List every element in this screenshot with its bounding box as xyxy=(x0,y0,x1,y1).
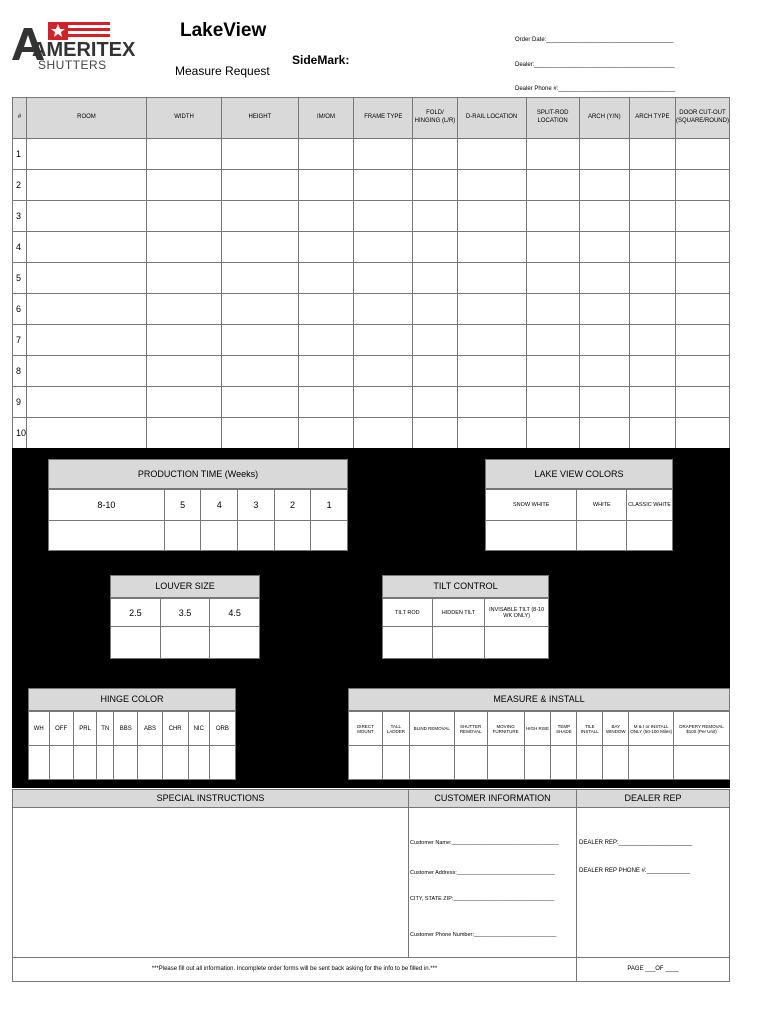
city-state-zip-field[interactable]: CITY, STATE ZIP:_________________________________ xyxy=(410,896,555,902)
row-number: 2 xyxy=(13,170,27,201)
tilt-input[interactable] xyxy=(432,627,485,659)
tilt-input[interactable] xyxy=(383,627,433,659)
table-row xyxy=(13,325,730,356)
table-cell[interactable] xyxy=(222,170,298,201)
measure-install-input[interactable] xyxy=(349,746,383,780)
table-cell[interactable] xyxy=(413,356,457,387)
table-row xyxy=(13,294,730,325)
table-cell[interactable] xyxy=(354,356,413,387)
table-cell[interactable] xyxy=(298,263,354,294)
table-cell[interactable] xyxy=(298,294,354,325)
table-cell[interactable] xyxy=(222,294,298,325)
table-cell[interactable] xyxy=(413,263,457,294)
col-header-frame-type: FRAME TYPE xyxy=(354,98,413,139)
table-cell[interactable] xyxy=(222,232,298,263)
table-cell[interactable] xyxy=(675,139,729,170)
table-cell[interactable] xyxy=(222,263,298,294)
table-row xyxy=(13,387,730,418)
table-header-row xyxy=(13,98,730,139)
lakeview-colors-title: LAKE VIEW COLORS xyxy=(485,459,673,489)
table-cell[interactable] xyxy=(27,201,147,232)
row-number: 9 xyxy=(13,387,27,418)
table-cell[interactable] xyxy=(298,170,354,201)
measure-table xyxy=(12,97,730,449)
measure-install-option: TALL LADDER xyxy=(382,712,409,746)
table-cell[interactable] xyxy=(298,387,354,418)
col-header-height: HEIGHT xyxy=(222,98,298,139)
table-cell[interactable] xyxy=(298,356,354,387)
table-cell[interactable] xyxy=(298,325,354,356)
hinge-option: CHR xyxy=(162,712,188,746)
order-date-field[interactable]: Order Date:______________________________________ xyxy=(515,37,674,43)
hinge-option: PRL xyxy=(73,712,97,746)
table-cell[interactable] xyxy=(27,232,147,263)
table-cell[interactable] xyxy=(526,356,579,387)
customer-information-title: CUSTOMER INFORMATION xyxy=(408,789,577,808)
table-cell[interactable] xyxy=(354,201,413,232)
dealer-phone-field[interactable]: Dealer Phone #:___________________________________ xyxy=(515,86,676,92)
table-cell[interactable] xyxy=(27,418,147,449)
table-cell[interactable] xyxy=(354,325,413,356)
hinge-input[interactable] xyxy=(138,746,162,780)
table-cell[interactable] xyxy=(354,170,413,201)
table-cell[interactable] xyxy=(27,325,147,356)
tilt-option: TILT ROD xyxy=(383,599,433,627)
table-cell[interactable] xyxy=(413,201,457,232)
table-cell[interactable] xyxy=(298,418,354,449)
measure-install-input[interactable] xyxy=(524,746,551,780)
table-cell[interactable] xyxy=(526,201,579,232)
table-cell[interactable] xyxy=(675,201,729,232)
table-cell[interactable] xyxy=(579,356,629,387)
table-cell[interactable] xyxy=(27,139,147,170)
measure-install-title: MEASURE & INSTALL xyxy=(348,688,730,711)
hinge-option: NIC xyxy=(188,712,209,746)
page-number-field[interactable]: PAGE ___OF ____ xyxy=(576,957,730,982)
color-input[interactable] xyxy=(486,521,577,551)
table-cell[interactable] xyxy=(457,387,526,418)
page-title: LakeView xyxy=(180,20,267,41)
measure-install-input[interactable] xyxy=(577,746,603,780)
measure-install-input[interactable] xyxy=(629,746,674,780)
table-row xyxy=(13,263,730,294)
col-header-room: ROOM xyxy=(27,98,147,139)
production-option: 8-10 xyxy=(49,490,165,521)
color-option: CLASSIC WHITE xyxy=(627,490,673,521)
table-row xyxy=(13,232,730,263)
production-option: 3 xyxy=(238,490,275,521)
col-header-arch: ARCH (Y/N) xyxy=(579,98,629,139)
measure-install-option: BLIND REMOVAL xyxy=(409,712,454,746)
hinge-option: ABS xyxy=(138,712,162,746)
tilt-option: INVISABLE TILT (8-10 WK ONLY) xyxy=(485,599,549,627)
col-header-im-om: IM/OM xyxy=(298,98,354,139)
table-cell[interactable] xyxy=(457,201,526,232)
measure-install-input[interactable] xyxy=(551,746,577,780)
table-cell[interactable] xyxy=(675,325,729,356)
table-cell[interactable] xyxy=(222,201,298,232)
production-option: 2 xyxy=(274,490,311,521)
measure-install-option: BAY WINDOW xyxy=(603,712,629,746)
special-instructions-title: SPECIAL INSTRUCTIONS xyxy=(12,789,409,808)
table-cell[interactable] xyxy=(457,356,526,387)
table-cell[interactable] xyxy=(146,356,221,387)
col-header-width: WIDTH xyxy=(146,98,221,139)
measure-install-section xyxy=(348,688,730,780)
tilt-control-section xyxy=(382,575,549,659)
hinge-input[interactable] xyxy=(49,746,73,780)
louver-size-table xyxy=(110,598,260,659)
table-cell[interactable] xyxy=(675,356,729,387)
hinge-option: ORB xyxy=(209,712,235,746)
color-input[interactable] xyxy=(627,521,673,551)
table-cell[interactable] xyxy=(146,170,221,201)
production-option: 1 xyxy=(311,490,348,521)
lakeview-colors-table xyxy=(485,489,673,551)
col-header-number: # xyxy=(13,98,27,139)
hinge-input[interactable] xyxy=(29,746,50,780)
table-cell[interactable] xyxy=(354,387,413,418)
table-cell[interactable] xyxy=(222,139,298,170)
table-row xyxy=(13,170,730,201)
color-input[interactable] xyxy=(577,521,627,551)
louver-option: 2.5 xyxy=(111,599,161,627)
customer-address-field[interactable]: Customer Address:________________________________ xyxy=(410,870,555,876)
table-cell[interactable] xyxy=(413,232,457,263)
table-cell[interactable] xyxy=(526,418,579,449)
louver-option: 4.5 xyxy=(210,599,260,627)
dealer-rep-phone-field[interactable]: DEALER REP PHONE #:_____________ xyxy=(579,868,690,874)
measure-install-option: DRAPERY REMOVAL $100 (Per Unit) xyxy=(674,712,730,746)
table-cell[interactable] xyxy=(457,418,526,449)
table-cell[interactable] xyxy=(222,356,298,387)
table-cell[interactable] xyxy=(526,232,579,263)
measure-install-input[interactable] xyxy=(674,746,730,780)
table-cell[interactable] xyxy=(675,170,729,201)
measure-install-input[interactable] xyxy=(382,746,409,780)
table-cell[interactable] xyxy=(146,387,221,418)
table-cell[interactable] xyxy=(579,139,629,170)
measure-install-option: HIGH RISE xyxy=(524,712,551,746)
table-cell[interactable] xyxy=(146,325,221,356)
table-row xyxy=(13,139,730,170)
table-cell[interactable] xyxy=(629,263,675,294)
table-cell[interactable] xyxy=(629,356,675,387)
logo-line1: AMERITEX xyxy=(32,39,136,61)
table-cell[interactable] xyxy=(579,387,629,418)
table-cell[interactable] xyxy=(629,418,675,449)
production-time-section xyxy=(48,459,348,551)
row-number: 8 xyxy=(13,356,27,387)
table-cell[interactable] xyxy=(629,294,675,325)
table-cell[interactable] xyxy=(629,201,675,232)
production-time-table xyxy=(48,489,348,551)
table-cell[interactable] xyxy=(413,139,457,170)
louver-input[interactable] xyxy=(210,627,260,659)
col-header-fold-hinging: FOLD/ HINGING (L/R) xyxy=(413,98,457,139)
measure-install-table xyxy=(348,711,730,780)
col-header-split-rod: SPLIT-ROD LOCATION xyxy=(526,98,579,139)
table-cell[interactable] xyxy=(354,418,413,449)
louver-option: 3.5 xyxy=(160,599,210,627)
color-option: WHITE xyxy=(577,490,627,521)
hinge-color-title: HINGE COLOR xyxy=(28,688,236,711)
hinge-option: TN xyxy=(97,712,114,746)
table-cell[interactable] xyxy=(27,356,147,387)
dealer-rep-box xyxy=(576,807,730,958)
col-header-d-rail: D-RAIL LOCATION xyxy=(457,98,526,139)
table-cell[interactable] xyxy=(526,387,579,418)
production-input[interactable] xyxy=(164,521,201,551)
sidemark-label: SideMark: xyxy=(292,53,350,67)
table-cell[interactable] xyxy=(146,232,221,263)
table-cell[interactable] xyxy=(413,170,457,201)
table-cell[interactable] xyxy=(222,387,298,418)
table-cell[interactable] xyxy=(579,170,629,201)
louver-input[interactable] xyxy=(111,627,161,659)
table-cell[interactable] xyxy=(27,263,147,294)
production-option: 5 xyxy=(164,490,201,521)
table-row xyxy=(13,356,730,387)
measure-install-input[interactable] xyxy=(487,746,524,780)
color-option: SNOW WHITE xyxy=(486,490,577,521)
table-cell[interactable] xyxy=(457,263,526,294)
tilt-control-title: TILT CONTROL xyxy=(382,575,549,598)
dealer-rep-field[interactable]: DEALER REP:______________________ xyxy=(579,840,693,846)
measure-install-option: DIRECT MOUNT xyxy=(349,712,383,746)
measure-install-option: SHUTTER REMOVAL xyxy=(454,712,487,746)
hinge-input[interactable] xyxy=(188,746,209,780)
hinge-input[interactable] xyxy=(209,746,235,780)
production-input[interactable] xyxy=(238,521,275,551)
table-cell[interactable] xyxy=(526,170,579,201)
customer-name-field[interactable]: Customer Name:___________________________________ xyxy=(410,840,559,846)
table-cell[interactable] xyxy=(298,201,354,232)
tilt-control-table xyxy=(382,598,549,659)
table-cell[interactable] xyxy=(413,387,457,418)
hinge-option: OFF xyxy=(49,712,73,746)
production-option: 4 xyxy=(201,490,238,521)
col-header-arch-type: ARCH TYPE xyxy=(629,98,675,139)
table-cell[interactable] xyxy=(526,325,579,356)
ameritex-logo xyxy=(10,18,136,76)
table-cell[interactable] xyxy=(629,170,675,201)
table-cell[interactable] xyxy=(457,139,526,170)
table-cell[interactable] xyxy=(457,232,526,263)
table-cell[interactable] xyxy=(27,170,147,201)
production-input[interactable] xyxy=(274,521,311,551)
table-cell[interactable] xyxy=(27,387,147,418)
row-number: 3 xyxy=(13,201,27,232)
row-number: 1 xyxy=(13,139,27,170)
lakeview-colors-section xyxy=(485,459,673,551)
table-cell[interactable] xyxy=(675,387,729,418)
production-input[interactable] xyxy=(311,521,348,551)
table-cell[interactable] xyxy=(222,418,298,449)
table-cell[interactable] xyxy=(146,263,221,294)
customer-phone-field[interactable]: Customer Phone Number:___________________________ xyxy=(410,932,557,938)
table-cell[interactable] xyxy=(354,263,413,294)
table-cell[interactable] xyxy=(354,232,413,263)
table-cell[interactable] xyxy=(413,418,457,449)
measure-install-option: MOVING FURNITURE xyxy=(487,712,524,746)
table-cell[interactable] xyxy=(579,263,629,294)
table-row xyxy=(13,201,730,232)
hinge-color-table xyxy=(28,711,236,780)
table-cell[interactable] xyxy=(413,325,457,356)
special-instructions-box[interactable] xyxy=(12,807,409,958)
production-input[interactable] xyxy=(201,521,238,551)
footer-note: ***Please fill out all information. Incomplete order forms will be sent back asking for the info to be filled in.*** xyxy=(12,957,577,982)
row-number: 6 xyxy=(13,294,27,325)
table-cell[interactable] xyxy=(354,294,413,325)
louver-input[interactable] xyxy=(160,627,210,659)
table-cell[interactable] xyxy=(579,232,629,263)
table-row xyxy=(13,418,730,449)
table-cell[interactable] xyxy=(526,294,579,325)
table-cell[interactable] xyxy=(457,325,526,356)
table-cell[interactable] xyxy=(675,418,729,449)
row-number: 7 xyxy=(13,325,27,356)
measure-install-input[interactable] xyxy=(409,746,454,780)
dealer-rep-title: DEALER REP xyxy=(576,789,730,808)
table-cell[interactable] xyxy=(526,263,579,294)
hinge-color-section xyxy=(28,688,236,780)
table-cell[interactable] xyxy=(298,139,354,170)
table-cell[interactable] xyxy=(354,139,413,170)
row-number: 4 xyxy=(13,232,27,263)
table-cell[interactable] xyxy=(629,325,675,356)
table-cell[interactable] xyxy=(146,294,221,325)
page-subtitle: Measure Request xyxy=(175,64,270,78)
table-cell[interactable] xyxy=(457,294,526,325)
hinge-input[interactable] xyxy=(162,746,188,780)
table-cell[interactable] xyxy=(579,201,629,232)
hinge-input[interactable] xyxy=(97,746,114,780)
table-cell[interactable] xyxy=(675,294,729,325)
louver-size-section xyxy=(110,575,260,659)
table-cell[interactable] xyxy=(579,418,629,449)
table-cell[interactable] xyxy=(146,201,221,232)
hinge-option: WH xyxy=(29,712,50,746)
table-cell[interactable] xyxy=(298,232,354,263)
logo-line2: SHUTTERS xyxy=(38,58,107,72)
hinge-input[interactable] xyxy=(73,746,97,780)
table-cell[interactable] xyxy=(629,387,675,418)
table-cell[interactable] xyxy=(27,294,147,325)
table-cell[interactable] xyxy=(675,232,729,263)
measure-install-option: M & I or INSTALL ONLY (50-100 Miles) xyxy=(629,712,674,746)
table-cell[interactable] xyxy=(146,418,221,449)
col-header-door-cutout: DOOR CUT-OUT (SQUARE/ROUND) xyxy=(675,98,729,139)
table-cell[interactable] xyxy=(457,170,526,201)
table-cell[interactable] xyxy=(579,294,629,325)
tilt-input[interactable] xyxy=(485,627,549,659)
measure-install-input[interactable] xyxy=(454,746,487,780)
production-input[interactable] xyxy=(49,521,165,551)
table-cell[interactable] xyxy=(146,139,221,170)
measure-install-input[interactable] xyxy=(603,746,629,780)
table-cell[interactable] xyxy=(413,294,457,325)
production-time-title: PRODUCTION TIME (Weeks) xyxy=(48,459,348,489)
table-cell[interactable] xyxy=(629,139,675,170)
measure-install-option: TEMP SHADE xyxy=(551,712,577,746)
table-cell[interactable] xyxy=(222,325,298,356)
hinge-option: BBS xyxy=(114,712,138,746)
table-cell[interactable] xyxy=(579,325,629,356)
row-number: 5 xyxy=(13,263,27,294)
tilt-option: HIDDEN TILT xyxy=(432,599,485,627)
table-cell[interactable] xyxy=(675,263,729,294)
table-cell[interactable] xyxy=(526,139,579,170)
dealer-field[interactable]: Dealer:__________________________________________ xyxy=(515,62,675,68)
table-cell[interactable] xyxy=(629,232,675,263)
louver-size-title: LOUVER SIZE xyxy=(110,575,260,598)
row-number: 10 xyxy=(13,418,27,449)
hinge-input[interactable] xyxy=(114,746,138,780)
measure-install-option: TILE INSTALL xyxy=(577,712,603,746)
